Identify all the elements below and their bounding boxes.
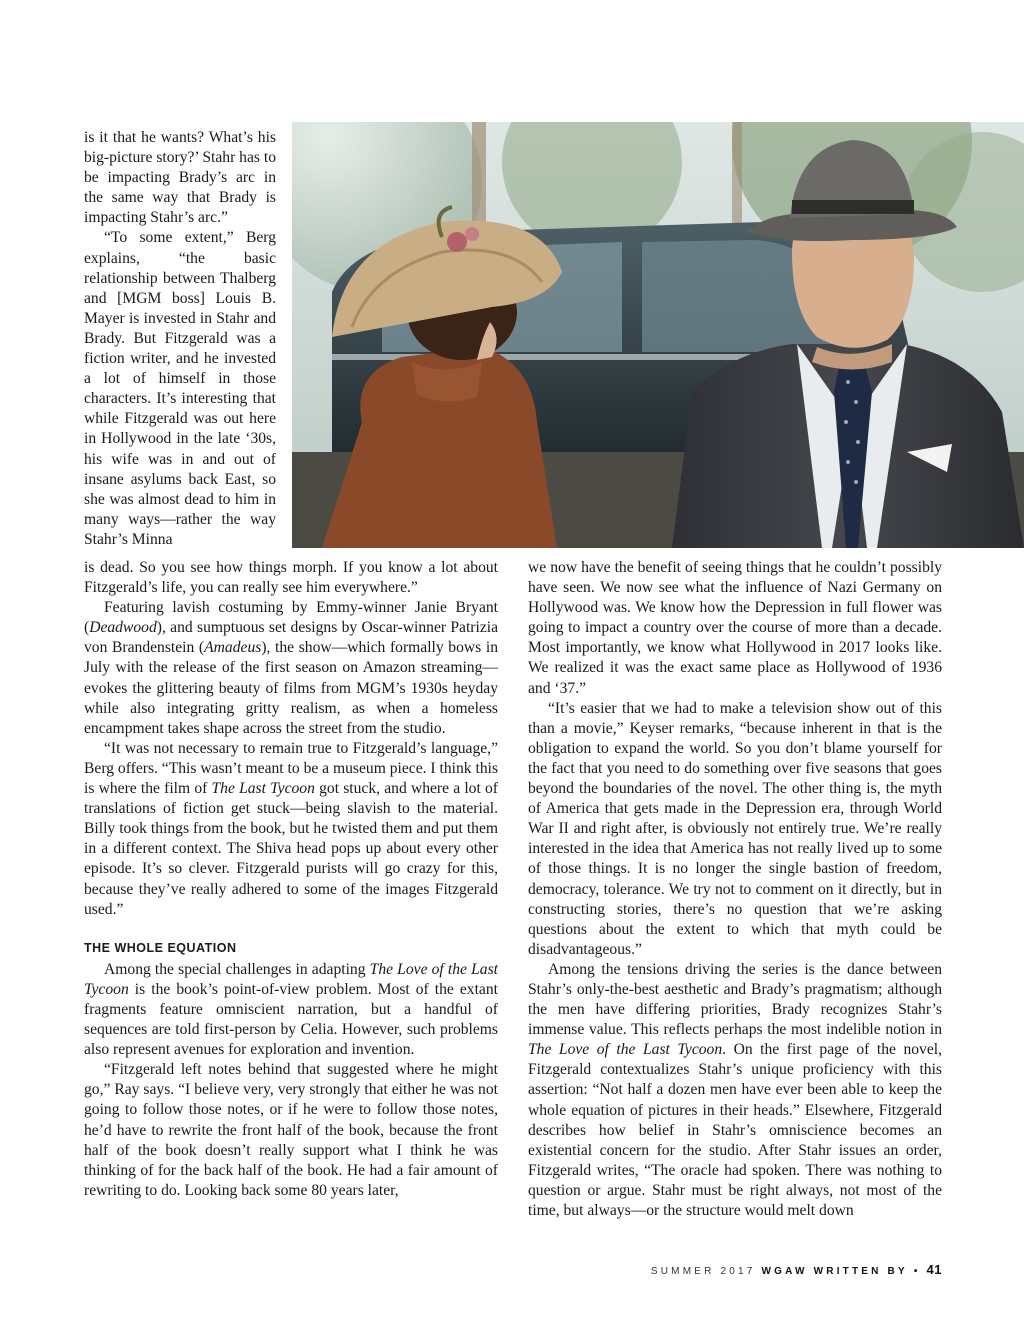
narrow-text-column bbox=[84, 128, 276, 550]
footer-issue: SUMMER 2017 bbox=[650, 1266, 756, 1277]
section-heading: THE WHOLE EQUATION bbox=[84, 940, 237, 955]
paragraph: “Fitzgerald left notes behind that suggested where he might go,” Ray says. “I believe very, very strongly that either he was not going to follow those notes, or if he were to follow those notes, he’d have to rewrite the front half of the book, because the front half of the book doesn’t really support what I think he was thinking of for the back half of the book. He had a fair amount of rewriting to do. Looking back some 80 years later, bbox=[84, 1061, 498, 1199]
paragraph: is it that he wants? What’s his big-picture story?’ Stahr has to be impacting Brady’s arc in the same way that Brady is impacting Stahr’s arc.” bbox=[84, 129, 276, 227]
paragraph: “It was not necessary to remain true to Fitzgerald’s language,” Berg offers. “This wasn’t meant to be a museum piece. I think this is where the film of The Last Tycoon got stuck, and where a lot of translations of fiction get stuck—being slavish to the material. Billy took things from the book, but he twisted them and put them in a different context. The Shiva head pops up about every other episode. It’s so clever. Fitzgerald purists will go crazy for this, because they’ve really adhered to some of the images Fitzgerald used.” bbox=[84, 739, 499, 918]
paragraph: “To some extent,” Berg explains, “the basic relationship between Thalberg and [MGM boss] Louis B. Mayer is invested in Stahr and Brady. But Fitzgerald was a fiction writer, and he invested a lot of himself in those characters. It’s interesting that while Fitzgerald was out here in Hollywood in the late ‘30s, his wife was in and out of insane asylums back East, so she was almost dead to him in many ways—rather the way Stahr’s Minna bbox=[84, 229, 276, 548]
paragraph: “It’s easier that we had to make a television show out of this than a movie,” Keyser remarks, “because inherent in that is the obligation to expand the world. So you don’t blame yourself for the fact that you need to do something over five seasons that goes beyond the boundaries of the novel. The other thing is, the myth of America that gets made in the Depression era, through World War II and right after, is obviously not entirely true. We’re really interested in the idea that America has not really lived up to some of those things. It is no longer the single bastion of freedom, democracy, tolerance. We try not to comment on it directly, but in constructing stories, there’s no question that we’re asking questions about the extent to which that myth could be disadvantageous.” bbox=[528, 699, 942, 958]
paragraph: Among the tensions driving the series is the dance between Stahr’s only-the-best aesthetic and Brady’s pragmatism; although the men have differing priorities, Brady recognizes Stahr’s immense value. This reflects perhaps the most indelible notion in The Love of the Last Tycoon. On the first page of the novel, Fitzgerald contextualizes Stahr’s unique proficiency with this assertion: “Not half a dozen men have ever been able to keep the whole equation of pictures in their heads.” Elsewhere, Fitzgerald describes how belief in Stahr’s omniscience becomes an existential concern for the studio. After Stahr issues an order, Fitzgerald writes, “The oracle had spoken. There was nothing to question or argue. Stahr must be right always, not most of the time, but always—or the structure would melt down bbox=[528, 960, 943, 1219]
footer-magazine: WGAW WRITTEN BY bbox=[761, 1266, 908, 1277]
footer-bullet: • bbox=[913, 1266, 921, 1277]
paragraph: is dead. So you see how things morph. If you know a lot about Fitzgerald’s life, you can really see him everywhere.” bbox=[84, 559, 498, 597]
photo-illustration bbox=[292, 122, 1024, 548]
paragraph: Featuring lavish costuming by Emmy-winner Janie Bryant (Deadwood), and sumptuous set designs by Oscar-winner Patrizia von Brandenstein (Amadeus), the show—which formally bows in July with the release of the first season on Amazon streaming—evokes the glittering beauty of films from MGM’s 1930s heyday while also integrating gritty realism, as when a homeless encampment takes shape across the street from the studio. bbox=[84, 599, 498, 737]
article-photo bbox=[292, 122, 1024, 548]
page-number: 41 bbox=[926, 1262, 942, 1277]
paragraph: we now have the benefit of seeing things that he couldn’t possibly have seen. We now see what the influence of Nazi Germany on Hollywood was. We know how the Depression in full flower was going to impact a country over the course of more than a decade. Most importantly, we know what Hollywood in 2017 looks like. We realized it was the exact same place as Hollywood of 1936 and ‘37.” bbox=[528, 559, 942, 697]
right-text-column bbox=[528, 558, 942, 1221]
left-text-column bbox=[84, 558, 498, 1201]
paragraph: Among the special challenges in adapting The Love of the Last Tycoon is the book’s point-of-view problem. Most of the extant fragments feature omniscient narration, but a handful of sequences are told first-person by Celia. However, such problems also represent avenues for exploration and invention. bbox=[84, 960, 498, 1059]
page-footer bbox=[651, 1262, 942, 1277]
